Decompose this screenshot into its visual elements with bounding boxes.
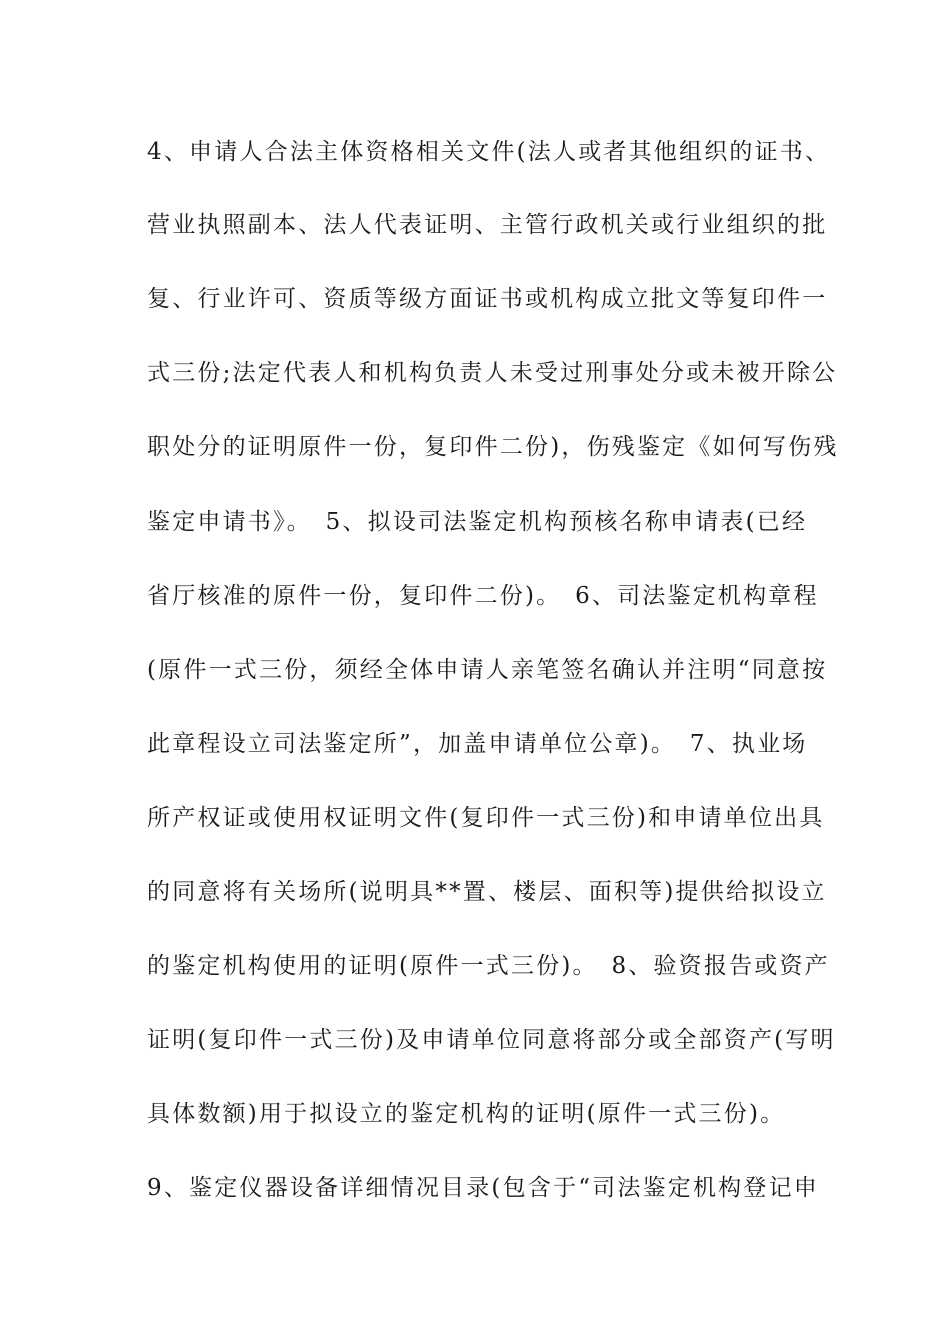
text-line: 的同意将有关场所(说明具**置、楼层、面积等)提供给拟设立 [147, 879, 827, 905]
text-line: 4、申请人合法主体资格相关文件(法人或者其他组织的证书、 [147, 139, 831, 165]
text-line: 证明(复印件一式三份)及申请单位同意将部分或全部资产(写明 [147, 1027, 836, 1053]
text-line: 省厅核准的原件一份，复印件二份)。 6、司法鉴定机构章程 [147, 583, 819, 609]
text-line: (原件一式三份，须经全体申请人亲笔签名确认并注明“同意按 [147, 657, 828, 683]
text-line: 的鉴定机构使用的证明(原件一式三份)。 8、验资报告或资产 [147, 953, 830, 979]
text-line: 复、行业许可、资质等级方面证书或机构成立批文等复印件一 [147, 286, 828, 312]
text-line: 此章程设立司法鉴定所”，加盖申请单位公章)。 7、执业场 [147, 731, 808, 757]
text-line: 所产权证或使用权证明文件(复印件一式三份)和申请单位出具 [147, 805, 825, 831]
text-line: 具体数额)用于拟设立的鉴定机构的证明(原件一式三份)。 [147, 1101, 786, 1127]
text-line: 9、鉴定仪器设备详细情况目录(包含于“司法鉴定机构登记申 [147, 1175, 819, 1201]
text-line: 式三份;法定代表人和机构负责人未受过刑事处分或未被开除公 [147, 360, 838, 386]
text-line: 营业执照副本、法人代表证明、主管行政机关或行业组织的批 [147, 212, 828, 238]
text-line: 职处分的证明原件一份，复印件二份)，伤残鉴定《如何写伤残 [147, 434, 839, 460]
text-line: 鉴定申请书》。 5、拟设司法鉴定机构预核名称申请表(已经 [147, 509, 808, 535]
